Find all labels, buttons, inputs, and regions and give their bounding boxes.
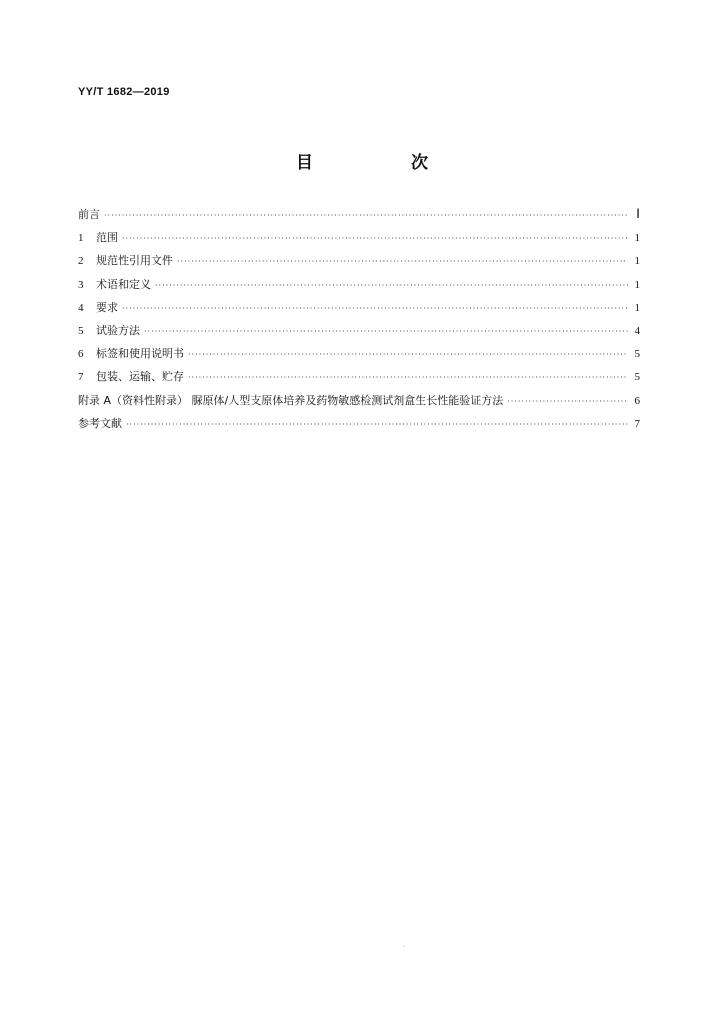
- toc-entry-number: 5: [78, 324, 84, 337]
- toc-leader-dots: [126, 420, 628, 429]
- toc-entry-label: 术语和定义: [96, 277, 151, 291]
- toc-leader-dots: [122, 234, 628, 243]
- toc-entry-label: 试验方法: [96, 323, 140, 337]
- toc-entry-number: 2: [78, 255, 84, 268]
- toc-leader-dots: [155, 281, 628, 290]
- toc-entry-page: 1: [634, 301, 640, 314]
- standard-code: YY/T 1682—2019: [78, 86, 170, 98]
- toc-entry-label: 标签和使用说明书: [96, 347, 184, 361]
- toc-leader-dots: [507, 397, 628, 406]
- toc-entry-number: 6: [78, 348, 84, 361]
- toc-entry-label: 要求: [96, 300, 118, 314]
- toc-entry-page: 7: [634, 417, 640, 430]
- table-of-contents: [78, 206, 640, 438]
- toc-entry-page: 1: [634, 232, 640, 245]
- toc-entry-number: 3: [78, 278, 84, 291]
- toc-entry-label: 参考文献: [78, 416, 122, 430]
- toc-leader-dots: [188, 373, 628, 382]
- page-title: 目 次: [296, 153, 474, 173]
- toc-leader-dots: [144, 327, 628, 336]
- toc-entry-page: 6: [634, 394, 640, 407]
- toc-leader-dots: [122, 304, 628, 313]
- toc-entry-test-methods[interactable]: [78, 322, 640, 345]
- toc-entry-packaging-transport-storage[interactable]: [78, 368, 640, 391]
- toc-entry-normative-references[interactable]: [78, 252, 640, 275]
- toc-entry-number: 4: [78, 301, 84, 314]
- toc-entry-page: 4: [634, 324, 640, 337]
- toc-entry-label: 规范性引用文件: [96, 254, 173, 268]
- toc-entry-number: 1: [78, 232, 84, 245]
- toc-entry-label: 前言: [78, 208, 100, 221]
- toc-entry-requirements[interactable]: [78, 299, 640, 322]
- toc-entry-number: 7: [78, 371, 84, 384]
- toc-entry-appendix-a[interactable]: [78, 392, 640, 415]
- toc-leader-dots: [177, 257, 628, 266]
- toc-entry-page: 5: [634, 348, 640, 361]
- toc-entry-bibliography[interactable]: [78, 415, 640, 438]
- toc-entry-page: 1: [634, 255, 640, 268]
- toc-entry-label: 附录 A（资料性附录） 脲原体/人型支原体培养及药物敏感检测试剂盒生长性能验证方法: [78, 393, 504, 407]
- toc-entry-labels-instructions[interactable]: [78, 345, 640, 368]
- toc-entry-terms-definitions[interactable]: [78, 276, 640, 299]
- toc-entry-foreword[interactable]: [78, 206, 640, 229]
- toc-entry-page: 5: [634, 371, 640, 384]
- toc-entry-label: 范围: [96, 231, 118, 245]
- toc-leader-dots: [104, 211, 628, 220]
- toc-entry-page: Ⅰ: [636, 206, 640, 221]
- scan-speck: [404, 946, 405, 947]
- toc-entry-label: 包装、运输、贮存: [96, 370, 184, 384]
- toc-leader-dots: [188, 350, 628, 359]
- toc-entry-page: 1: [634, 278, 640, 291]
- toc-entry-scope[interactable]: [78, 229, 640, 252]
